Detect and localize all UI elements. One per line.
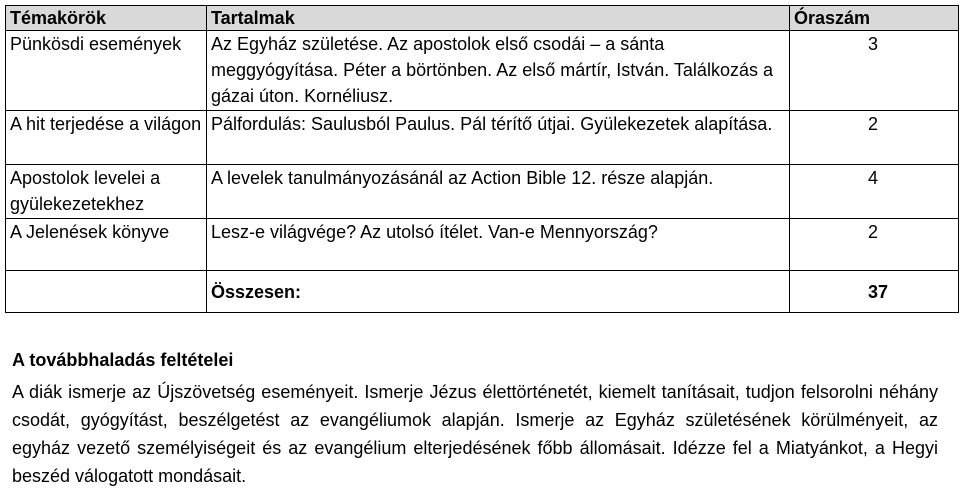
topic-cell: Pünkösdi események <box>6 31 207 111</box>
table-row <box>6 219 959 271</box>
topic-cell: A hit terjedése a világon <box>6 111 207 165</box>
topic-cell: Apostolok levelei a gyülekezetekhez <box>6 165 207 219</box>
hours-cell: 2 <box>790 111 959 165</box>
content-cell: Az Egyház születése. Az apostolok első csodái – a sánta meggyógyítása. Péter a börtönben. Az első mártír, István. Találkozás a gázai úton. Kornéliusz. <box>207 31 790 111</box>
header-topics: Témakörök <box>6 6 207 31</box>
hours-cell: 2 <box>790 219 959 271</box>
hours-cell: 3 <box>790 31 959 111</box>
conditions-title: A továbbhaladás feltételei <box>12 350 234 370</box>
table-header-row <box>6 6 959 31</box>
header-contents: Tartalmak <box>207 6 790 31</box>
content-cell: Lesz-e világvége? Az utolsó ítélet. Van-e Mennyország? <box>207 219 790 271</box>
table-row <box>6 111 959 165</box>
conditions-text: A diák ismerje az Újszövetség eseményeit. Ismerje Jézus élettörténetét, kiemelt tanításait, tudjon felsorolni néhány csodát, gyógyítást, beszélgetést az evangéliumok alapján. Ismerje az Egyház születésének körülményeit, az egyház vezető személyiségeit és az evangélium elterjedésének főbb állomásait. Idézze fel a Miatyánkot, a Hegyi beszéd válogatott mondásait. <box>12 382 938 486</box>
hours-cell: 4 <box>790 165 959 219</box>
content-cell: A levelek tanulmányozásánál az Action Bible 12. része alapján. <box>207 165 790 219</box>
total-empty-cell <box>6 271 207 313</box>
total-value: 37 <box>790 271 959 313</box>
table-row <box>6 31 959 111</box>
topic-cell: A Jelenések könyve <box>6 219 207 271</box>
total-label: Összesen: <box>207 271 790 313</box>
table-row <box>6 165 959 219</box>
content-cell: Pálfordulás: Saulusból Paulus. Pál térítő útjai. Gyülekezetek alapítása. <box>207 111 790 165</box>
curriculum-table <box>5 5 959 313</box>
header-hours: Óraszám <box>790 6 959 31</box>
total-row <box>6 271 959 313</box>
